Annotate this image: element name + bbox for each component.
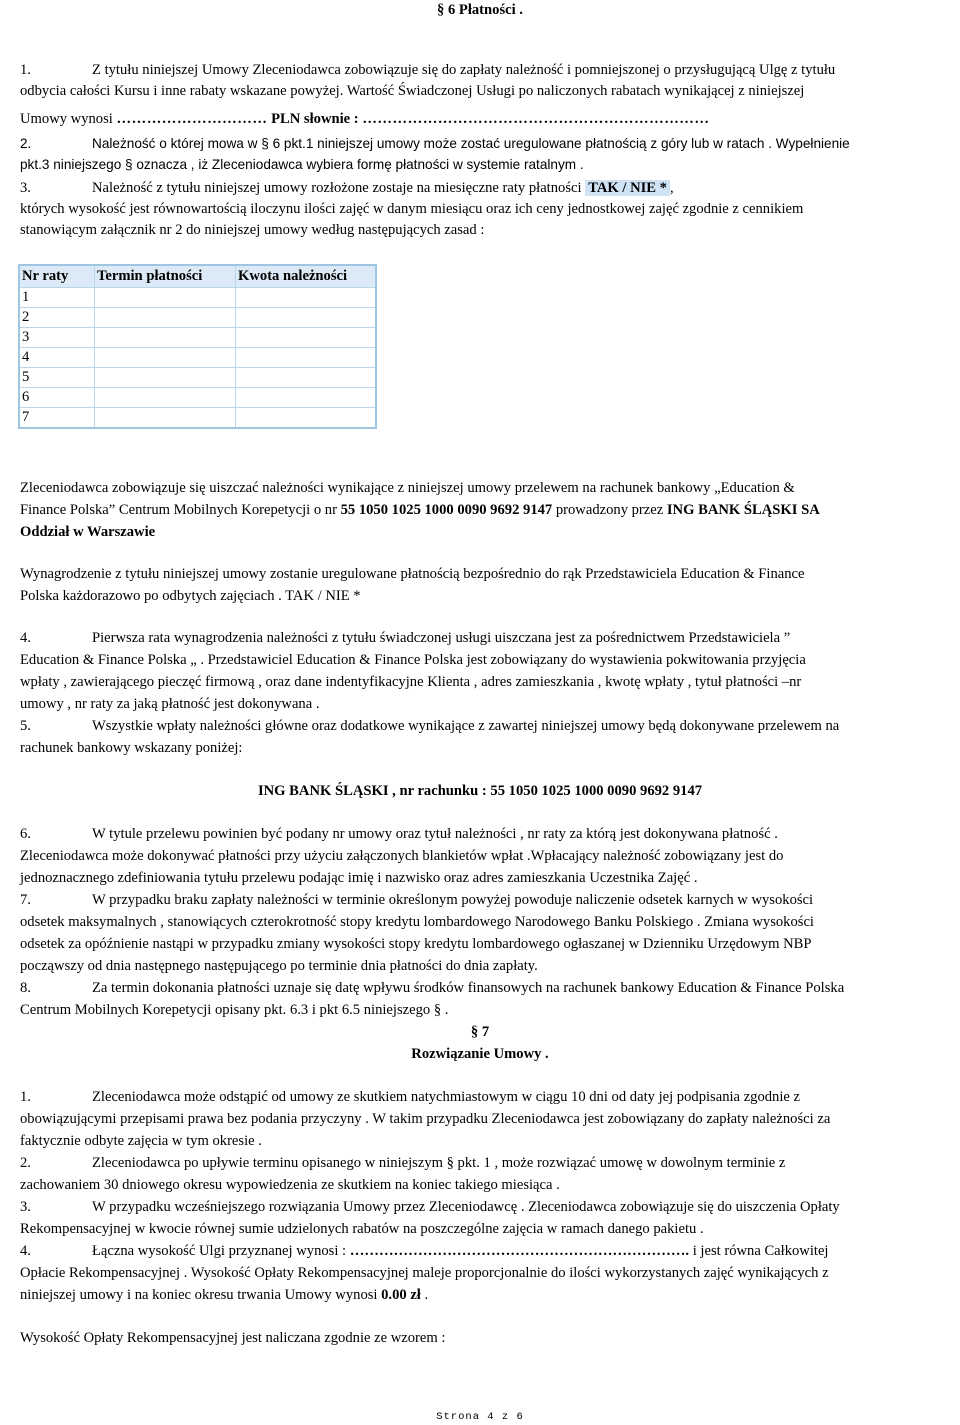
bank-name: ING BANK ŚLĄSKI SA [666,502,820,518]
paragraph-5-number: 5. [20,718,31,734]
termination-4-number: 4. [20,1243,31,1259]
relief-amount-blank: ……………………………………………………………. [349,1243,690,1259]
paragraph-7-line-3: odsetek za opóźnienie nastąpi w przypadku zmiany wysokości stopy kredytu lombardowego ogłaszanej w Dzienniku Urzędowym NBP [20,936,812,952]
amount-words-blank: …………………………………………………………… [362,111,710,127]
table-row: 7 [19,408,376,429]
transfer-line-3: Oddział w Warszawie [20,524,156,540]
paragraph-7-number: 7. [20,892,31,908]
termination-3-number: 3. [20,1199,31,1215]
termination-4-line-1: 4. Łączna wysokość Ulgi przyznanej wynosi : ……………………………………………………………. i jest równa Całkowitej [20,1243,829,1259]
header-due-date: Termin płatności [95,265,236,288]
amount-cell[interactable] [236,408,377,429]
paragraph-7-line-4: począwszy od dnia następnego następującego po terminie dnia płatności do dnia zapłaty. [20,958,538,974]
final-fee-amount: 0.00 zł [381,1287,421,1303]
paragraph-4-line-1: 4. Pierwsza rata wynagrodzenia należności z tytułu świadczonej usługi uiszczana jest za pośrednictwem Przedstawiciela ” [20,630,791,646]
page-number-footer: Strona 4 z 6 [436,1411,524,1423]
due-date-cell[interactable] [95,408,236,429]
paragraph-6-number: 6. [20,826,31,842]
table-row: 4 [19,348,376,368]
due-date-cell[interactable] [95,388,236,408]
paragraph-1-number: 1. [20,62,31,78]
paragraph-5-line-2: rachunek bankowy wskazany poniżej: [20,740,243,756]
amount-cell[interactable] [236,388,377,408]
paragraph-7-line-2: odsetek maksymalnych , stanowiących czterokrotność stopy kredytu lombardowego Narodowego Banku Polskiego . Zmiana wysokości [20,914,814,930]
paragraph-1-line-1: 1. Z tytułu niniejszej Umowy Zleceniodawca zobowiązuje się do zapłaty należność i pomniejszonej o przysługującą Ulgę z tytułu [20,62,836,78]
termination-1-line-2: obowiązującymi przepisami prawa bez podania przyczyny . W takim przypadku Zleceniodawca jest zobowiązany do zapłaty należności za [20,1111,831,1127]
paragraph-8-number: 8. [20,980,31,996]
termination-1-number: 1. [20,1089,31,1105]
table-row: 2 [19,308,376,328]
paragraph-3-line-1: 3. Należność z tytułu niniejszej umowy rozłożone zostaje na miesięczne raty płatności TAK / NIE * , [20,180,674,196]
header-installment-number: Nr raty [19,265,95,288]
paragraph-1-line-3: Umowy wynosi ………………………… PLN słownie : …………………………………………………………… [20,111,710,127]
amount-cell[interactable] [236,288,377,308]
header-amount: Kwota należności [236,265,377,288]
amount-blank: ………………………… [116,111,268,127]
paragraph-6-line-3: jednoznacznego zdefiniowania tytułu przelewu podając imię i nazwisko oraz adres zamieszkania Uczestnika Zajęć . [20,870,698,886]
paragraph-3-line-3: stanowiącym załącznik nr 2 do niniejszej umowy według następujących zasad : [20,222,485,238]
amount-cell[interactable] [236,308,377,328]
paragraph-4-number: 4. [20,630,31,646]
termination-1-line-3: faktycznie odbyte zajęcia w tym okresie . [20,1133,262,1149]
transfer-line-1: Zleceniodawca zobowiązuje się uiszczać należności wynikające z niniejszej umowy przelewem na rachunek bankowy „Education & [20,480,795,496]
termination-3-line-1: 3. W przypadku wcześniejszego rozwiązania Umowy przez Zleceniodawcę . Zleceniodawca zobowiązuje się do uiszczenia Opłaty [20,1199,840,1215]
termination-1-line-1: 1. Zleceniodawca może odstąpić od umowy ze skutkiem natychmiastowym w ciągu 10 dni od daty jej podpisania zgodnie z [20,1089,801,1105]
paragraph-2-line-1: 2. Należność o której mowa w § 6 pkt.1 niniejszej umowy może zostać uregulowane płatnością z góry lub w ratach . Wypełnienie [20,134,850,154]
due-date-cell[interactable] [95,288,236,308]
paragraph-5-line-1: 5. Wszystkie wpłaty należności główne oraz dodatkowe wynikające z zawartej niniejszej umowy będą dokonywane przelewem na [20,718,840,734]
termination-4-line-3: niniejszej umowy i na koniec okresu trwania Umowy wynosi 0.00 zł . [20,1287,429,1303]
installments-choice[interactable]: TAK / NIE * [585,180,670,196]
paragraph-1-line-2: odbycia całości Kursu i inne rabaty wskazane powyżej. Wartość Świadczonej Usługi po naliczonych rabatach wynikającej z niniejszej [20,83,805,99]
installments-table [18,264,377,429]
amount-cell[interactable] [236,368,377,388]
paragraph-4-line-2: Education & Finance Polska „ . Przedstawiciel Education & Finance Polska jest zobowiązany do wystawienia pokwitowania przyjęcia [20,652,806,668]
amount-cell[interactable] [236,328,377,348]
direct-payment-line-2: Polska każdorazowo po odbytych zajęciach . TAK / NIE * [20,588,361,604]
paragraph-4-line-4: umowy , nr raty za jaką płatność jest dokonywana . [20,696,320,712]
bank-account-line: ING BANK ŚLĄSKI , nr rachunku : 55 1050 1025 1000 0090 9692 9147 [257,783,703,799]
table-row: 3 [19,328,376,348]
due-date-cell[interactable] [95,368,236,388]
due-date-cell[interactable] [95,348,236,368]
termination-2-number: 2. [20,1155,31,1171]
section-6-heading: § 6 Płatności . [437,2,523,18]
table-header-row [19,265,376,288]
paragraph-3-number: 3. [20,180,31,196]
table-row: 5 [19,368,376,388]
direct-payment-line-1: Wynagrodzenie z tytułu niniejszej umowy zostanie uregulowane płatnością bezpośrednio do rąk Przedstawiciela Education & Finance [20,566,805,582]
termination-4-line-2: Opłacie Rekompensacyjnej . Wysokość Opłaty Rekompensacyjnej maleje proporcjonalnie do ilości wykorzystanych zajęć wynikających z [20,1265,829,1281]
paragraph-2-number: 2. [20,136,32,151]
paragraph-8-line-1: 8. Za termin dokonania płatności uznaje się datę wpływu środków finansowych na rachunek bankowy Education & Finance Polska [20,980,845,996]
termination-3-line-2: Rekompensacyjnej w kwocie równej sumie udzielonych rabatów na poszczególne zajęcia w ramach danego pakietu . [20,1221,704,1237]
termination-2-line-1: 2. Zleceniodawca po upływie terminu opisanego w niniejszym § pkt. 1 , może rozwiązać umowę w dowolnym terminie z [20,1155,786,1171]
table-row: 1 [19,288,376,308]
account-number: 55 1050 1025 1000 0090 9692 9147 [340,502,553,518]
paragraph-4-line-3: wpłaty , zawierającego pieczęć firmową , oraz dane indentyfikacyjne Klienta , adres zamieszkania , kwotę wpłaty , tytuł płatności –nr [20,674,802,690]
paragraph-3-line-2: których wysokość jest równowartością iloczynu ilości zajęć w danym miesiącu oraz ich ceny jednostkowej zajęć zgodnie z cennikiem [20,201,804,217]
formula-intro: Wysokość Opłaty Rekompensacyjnej jest naliczana zgodnie ze wzorem : [20,1330,446,1346]
paragraph-6-line-1: 6. W tytule przelewu powinien być podany nr umowy oraz tytuł należności , nr raty za którą jest dokonywana płatność . [20,826,778,842]
paragraph-7-line-1: 7. W przypadku braku zapłaty należności w terminie określonym powyżej powoduje naliczenie odsetek karnych w wysokości [20,892,814,908]
transfer-line-2: Finance Polska” Centrum Mobilnych Korepetycji o nr 55 1050 1025 1000 0090 9692 9147 prowadzony przez ING BANK ŚLĄSKI SA [20,502,820,518]
due-date-cell[interactable] [95,308,236,328]
termination-2-line-2: zachowaniem 30 dniowego okresu wypowiedzenia ze skutkiem na koniec takiego miesiąca . [20,1177,560,1193]
paragraph-2-line-2: pkt.3 niniejszego § oznacza , iż Zleceniodawca wybiera formę płatności w systemie ratalnym . [20,157,584,172]
paragraph-8-line-2: Centrum Mobilnych Korepetycji opisany pkt. 6.3 i pkt 6.5 niniejszego § . [20,1002,449,1018]
due-date-cell[interactable] [95,328,236,348]
section-7-heading: § 7 [470,1024,490,1040]
section-7-title: Rozwiązanie Umowy . [411,1046,549,1062]
table-row: 6 [19,388,376,408]
paragraph-6-line-2: Zleceniodawca może dokonywać płatności przy użyciu załączonych blankietów wpłat .Wpłacający należność zobowiązany jest do [20,848,784,864]
amount-cell[interactable] [236,348,377,368]
